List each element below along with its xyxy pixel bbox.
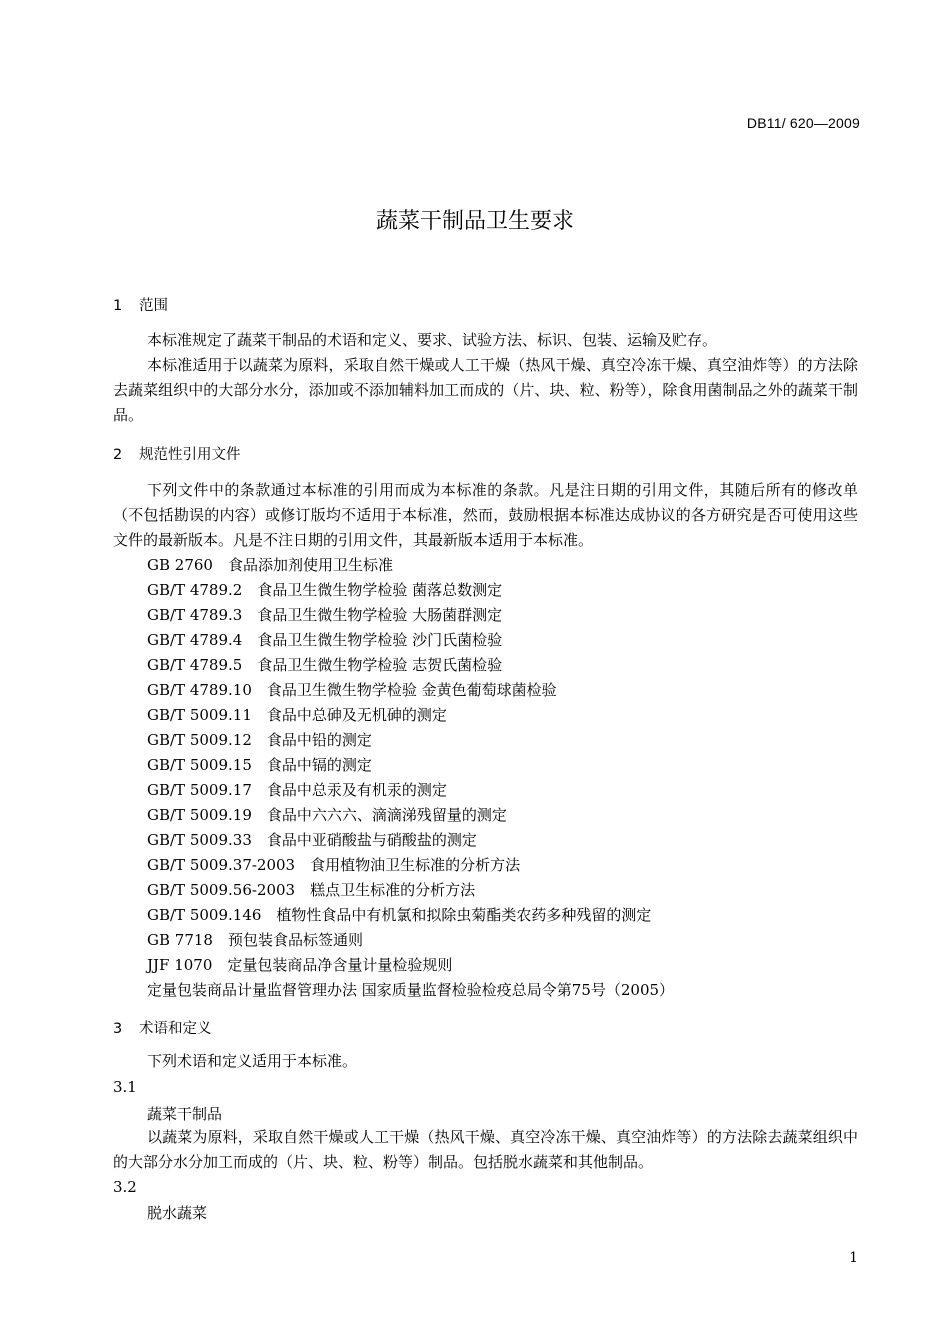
- term-name: 蔬菜干制品: [147, 1105, 223, 1123]
- scope-paragraph-1: 本标准规定了蔬菜干制品的术语和定义、要求、试验方法、标识、包装、运输及贮存。: [147, 331, 718, 349]
- reference-item: GB/T 4789.3 食品卫生微生物学检验 大肠菌群测定: [147, 606, 503, 624]
- reference-item: GB/T 5009.37-2003 食用植物油卫生标准的分析方法: [147, 856, 521, 874]
- section-2-heading: [113, 443, 241, 464]
- reference-item: GB/T 5009.19 食品中六六六、滴滴涕残留量的测定: [147, 806, 507, 824]
- reference-item: GB/T 5009.17 食品中总汞及有机汞的测定: [147, 781, 447, 799]
- section-number: 2: [113, 447, 123, 463]
- section-title: 范围: [139, 298, 168, 314]
- section-title: 规范性引用文件: [139, 447, 241, 463]
- section-3-heading: [113, 1017, 212, 1038]
- section-number: 3: [113, 1021, 123, 1037]
- section-number: 1: [113, 298, 123, 314]
- standard-code: DB11/ 620—2009: [746, 115, 860, 131]
- document-title: 蔬菜干制品卫生要求: [375, 209, 574, 234]
- section-title: 术语和定义: [139, 1021, 212, 1037]
- references-intro-paragraph: 下列文件中的条款通过本标准的引用而成为本标准的条款。凡是注日期的引用文件，其随后所有的修改单（不包括勘误的内容）或修订版均不适用于本标准，然而，鼓励根据本标准达成协议的各方研究是否可使用这些文件的最新版本。凡是不注日期的引用文件，其最新版本适用于本标准。: [113, 481, 858, 549]
- reference-item: GB 2760 食品添加剂使用卫生标准: [147, 556, 393, 574]
- reference-item: GB/T 5009.12 食品中铅的测定: [147, 731, 372, 749]
- terms-intro-paragraph: 下列术语和定义适用于本标准。: [147, 1052, 358, 1070]
- reference-item: GB/T 5009.33 食品中亚硝酸盐与硝酸盐的测定: [147, 831, 477, 849]
- reference-item: GB/T 4789.4 食品卫生微生物学检验 沙门氏菌检验: [147, 631, 503, 649]
- reference-item: GB/T 5009.15 食品中镉的测定: [147, 756, 372, 774]
- reference-item: GB/T 4789.10 食品卫生微生物学检验 金黄色葡萄球菌检验: [147, 681, 557, 699]
- reference-item: GB 7718 预包装食品标签通则: [147, 931, 363, 949]
- section-1-heading: [113, 294, 168, 315]
- term-definition: 以蔬菜为原料，采取自然干燥或人工干燥（热风干燥、真空冷冻干燥、真空油炸等）的方法除去蔬菜组织中的大部分水分加工而成的（片、块、粒、粉等）制品。包括脱水蔬菜和其他制品。: [113, 1128, 858, 1171]
- reference-item: GB/T 4789.5 食品卫生微生物学检验 志贺氏菌检验: [147, 656, 503, 674]
- reference-item: GB/T 5009.56-2003 糕点卫生标准的分析方法: [147, 881, 476, 899]
- page-number: 1: [849, 1250, 858, 1266]
- term-number: 3.1: [113, 1078, 137, 1096]
- term-number: 3.2: [113, 1178, 137, 1196]
- scope-paragraph-2: 本标准适用于以蔬菜为原料，采取自然干燥或人工干燥（热风干燥、真空冷冻干燥、真空油炸等）的方法除去蔬菜组织中的大部分水分，添加或不添加辅料加工而成的（片、块、粒、粉等），除食用菌制品之外的蔬菜干制品。: [113, 356, 858, 424]
- reference-item: GB/T 4789.2 食品卫生微生物学检验 菌落总数测定: [147, 581, 503, 599]
- reference-item: GB/T 5009.146 植物性食品中有机氯和拟除虫菊酯类农药多种残留的测定: [147, 906, 652, 924]
- reference-item: 定量包装商品计量监督管理办法 国家质量监督检验检疫总局令第75号（2005）: [147, 981, 675, 999]
- reference-item: GB/T 5009.11 食品中总砷及无机砷的测定: [147, 706, 447, 724]
- term-name: 脱水蔬菜: [147, 1204, 208, 1222]
- reference-item: JJF 1070 定量包装商品净含量计量检验规则: [147, 956, 453, 974]
